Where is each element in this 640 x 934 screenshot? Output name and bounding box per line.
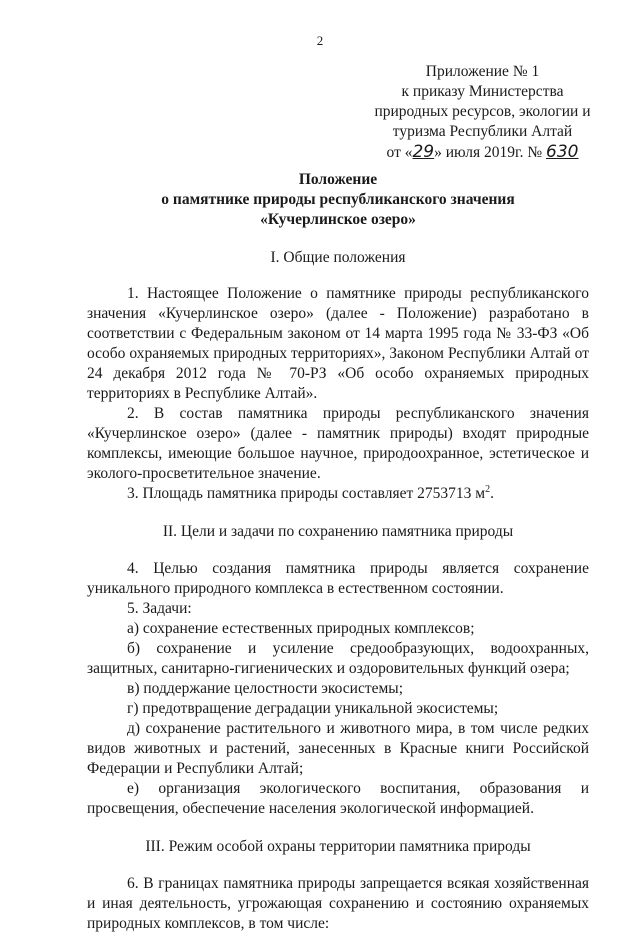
task-item-e: е) организация экологического воспитания, образования и просвещения, обеспечение населения экологической информацией. [87,780,589,817]
appendix-line-1: Приложение № 1 [425,63,540,80]
paragraph-1: 1. Настоящее Положение о памятнике природы республиканского значения «Кучерлинское озеро» (далее - Положение) разработано в соответствии с Федеральным законом от 14 марта 1995 года № 33-ФЗ «Об особо охраняемых природных территориях», Законом Республики Алтай от 24 декабря 2012 года № 70-РЗ «Об особо охраняемых природных территориях в Республике Алтай». [87,285,589,402]
appendix-block [360,62,605,163]
appendix-date-line [360,142,605,163]
doc-title-line-2: о памятнике природы республиканского значения [161,191,515,208]
paragraph-3 [87,484,589,504]
paragraph-2: 2. В состав памятника природы республиканского значения «Кучерлинское озеро» (далее - памятник природы) входят природные комплексы, имеющие большое научное, природоохранное, эстетическое и эколого-просветительное значение. [87,405,589,482]
handwritten-day: 29 [412,142,435,162]
date-prefix: от « [386,144,413,161]
section-3-heading: III. Режим особой охраны территории памятника природы [145,838,531,855]
task-item-b: б) сохранение и усиление средообразующих, водоохранных, защитных, санитарно-гигиенических и оздоровительных функций озера; [87,640,589,677]
appendix-line-4: туризма Республики Алтай [392,123,573,140]
paragraph-5: 5. Задачи: [127,600,192,617]
date-middle: » июля 2019г. № [434,144,543,161]
section-2-heading: II. Цели и задачи по сохранению памятника природы [162,523,514,540]
section-1-heading: I. Общие положения [270,249,406,266]
task-item-v: в) поддержание целостности экосистемы; [127,680,404,697]
task-item-d: д) сохранение растительного и животного мира, в том числе редких видов животных и растений, занесенных в Красные книги Российской Федерации и Республики Алтай; [87,720,589,777]
paragraph-3-end: . [490,485,494,502]
appendix-line-2: к приказу Министерства [401,83,564,100]
paragraph-6: 6. В границах памятника природы запрещается всякая хозяйственная и иная деятельность, угрожающая сохранению и состоянию охраняемых природных комплексов, в том числе: [87,875,589,932]
document-body [87,170,589,934]
paragraph-4: 4. Целью создания памятника природы является сохранение уникального природного комплекса в естественном состоянии. [87,560,589,597]
task-item-a: а) сохранение естественных природных комплексов; [127,620,475,637]
paragraph-3-text: 3. Площадь памятника природы составляет 2753713 м [127,485,486,502]
task-item-g: г) предотвращение деградации уникальной экосистемы; [127,700,499,717]
handwritten-order-number: 630 [546,142,579,162]
doc-title-line-3: «Кучерлинское озеро» [260,211,416,228]
appendix-line-3: природных ресурсов, экологии и [374,103,591,120]
doc-title-line-1: Положение [298,171,378,188]
page-number: 2 [316,33,324,48]
area-unit-superscript: 2 [485,483,491,495]
